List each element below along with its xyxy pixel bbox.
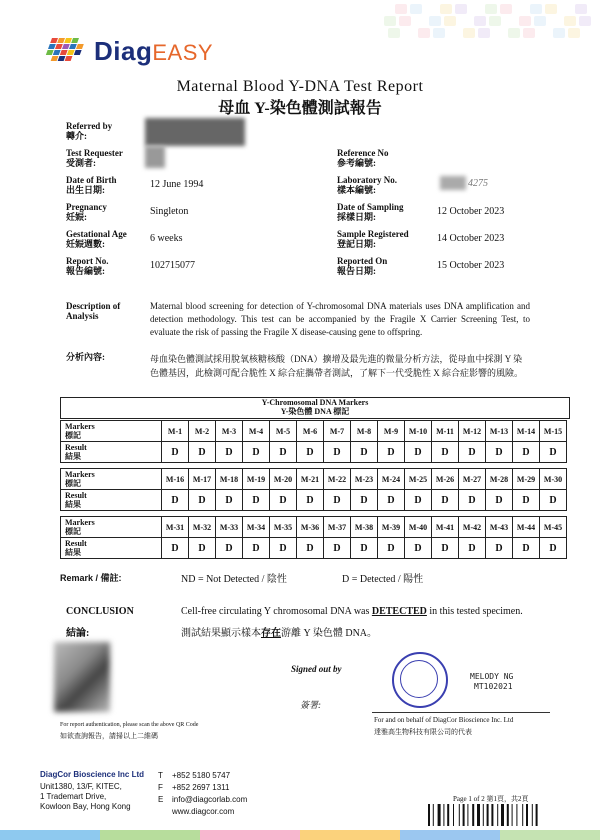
barcode-bar bbox=[487, 804, 489, 826]
marker-cell: M-32 bbox=[189, 517, 216, 538]
decoration-square bbox=[399, 16, 411, 26]
result-cell: D bbox=[540, 442, 567, 463]
barcode-bar bbox=[463, 804, 465, 826]
decoration-square bbox=[478, 28, 490, 38]
barcode-bar bbox=[532, 804, 533, 826]
dob-label: Date of Birth 出生日期: bbox=[66, 175, 117, 195]
description-text-zh: 母血染色體測試採用脫氧核糖核酸（DNA）擴增及最先進的微量分析方法，從母血中採測 Y 染色體基因，此檢測可配合脆性 X 綜合症攜帶者測試，了解下一代受脆性 X 綜合症影響的風險。 bbox=[150, 354, 524, 378]
barcode-bar bbox=[483, 804, 484, 826]
result-cell: D bbox=[270, 538, 297, 559]
barcode-bar bbox=[507, 804, 509, 826]
description-label: Description of Analysis bbox=[66, 301, 121, 321]
company-stamp-inner bbox=[400, 660, 438, 698]
decoration-square bbox=[440, 4, 452, 14]
marker-cell: M-19 bbox=[243, 469, 270, 490]
redacted-requester-block bbox=[145, 146, 165, 168]
result-cell: D bbox=[486, 442, 513, 463]
barcode-bar bbox=[497, 804, 498, 826]
lab-no-label: Laboratory No. 樣本編號: bbox=[337, 175, 397, 195]
conclusion-label: CONCLUSION bbox=[66, 606, 134, 617]
decoration-square bbox=[553, 28, 565, 38]
barcode-bar bbox=[526, 804, 528, 826]
footer-contact-labels: T F E bbox=[158, 771, 164, 804]
gestational-age-value: 6 weeks bbox=[150, 233, 183, 244]
result-cell: D bbox=[270, 442, 297, 463]
decoration-square bbox=[463, 28, 475, 38]
decoration-square bbox=[534, 16, 546, 26]
footer-color-bar bbox=[0, 830, 600, 840]
detected-flag: DETECTED bbox=[371, 606, 427, 617]
redacted-name-block bbox=[145, 118, 245, 146]
referred-by-label: Referred by 轉介: bbox=[66, 121, 113, 141]
marker-group-2 bbox=[60, 468, 567, 511]
decoration-square bbox=[444, 16, 456, 26]
result-cell: D bbox=[324, 538, 351, 559]
marker-cell: M-42 bbox=[459, 517, 486, 538]
result-cell: D bbox=[216, 490, 243, 511]
sampling-value: 12 October 2023 bbox=[437, 206, 505, 217]
marker-cell: M-23 bbox=[351, 469, 378, 490]
result-cell: D bbox=[243, 490, 270, 511]
barcode-bar bbox=[433, 804, 434, 826]
result-cell: D bbox=[513, 538, 540, 559]
barcode-bar bbox=[516, 804, 517, 826]
footer-contact bbox=[172, 770, 247, 818]
marker-cell: M-22 bbox=[324, 469, 351, 490]
result-cell: D bbox=[513, 442, 540, 463]
report-no-label: Report No. 報告編號: bbox=[66, 256, 109, 276]
on-behalf-text-zh: 達雅高生物科技有限公司的代表 bbox=[374, 728, 472, 736]
marker-cell: M-28 bbox=[486, 469, 513, 490]
dob-value: 12 June 1994 bbox=[150, 179, 204, 190]
qr-code-redacted[interactable] bbox=[54, 642, 110, 712]
conclusion-text-zh: 測試結果顯示樣本存在游離 Y 染色體 DNA。 bbox=[181, 628, 378, 639]
marker-cell: M-9 bbox=[378, 421, 405, 442]
barcode-bar bbox=[459, 804, 460, 826]
result-cell: D bbox=[189, 442, 216, 463]
result-cell: D bbox=[270, 490, 297, 511]
decoration-square bbox=[489, 16, 501, 26]
marker-row bbox=[61, 469, 567, 490]
result-row-label: Result 結果 bbox=[61, 538, 162, 559]
marker-cell: M-27 bbox=[459, 469, 486, 490]
reference-no-label: Reference No 參考編號: bbox=[337, 148, 389, 168]
signature-line bbox=[372, 712, 550, 713]
result-cell: D bbox=[216, 538, 243, 559]
decoration-square bbox=[508, 28, 520, 38]
result-cell: D bbox=[351, 490, 378, 511]
marker-cell: M-41 bbox=[432, 517, 459, 538]
result-cell: D bbox=[297, 442, 324, 463]
decoration-square bbox=[410, 4, 422, 14]
result-cell: D bbox=[162, 490, 189, 511]
marker-cell: M-1 bbox=[162, 421, 189, 442]
barcode-bar bbox=[536, 804, 538, 826]
footer-company: DiagCor Bioscience Inc Ltd bbox=[40, 770, 145, 779]
footer-phone: +852 5180 5747 bbox=[172, 771, 231, 780]
result-cell: D bbox=[162, 442, 189, 463]
decoration-square bbox=[418, 28, 430, 38]
markers-row-label: Markers 標記 bbox=[61, 421, 162, 442]
marker-cell: M-34 bbox=[243, 517, 270, 538]
marker-cell: M-3 bbox=[216, 421, 243, 442]
barcode-bar bbox=[447, 804, 449, 826]
marker-cell: M-8 bbox=[351, 421, 378, 442]
diageasy-logo-icon bbox=[40, 38, 92, 68]
lab-no-value: 4275 bbox=[468, 178, 488, 189]
marker-cell: M-6 bbox=[297, 421, 324, 442]
decoration-square bbox=[519, 16, 531, 26]
brand-logo-text: DiagEASY bbox=[94, 36, 214, 66]
decoration-square bbox=[433, 28, 445, 38]
decoration-square bbox=[395, 4, 407, 14]
result-cell: D bbox=[459, 490, 486, 511]
decoration-square bbox=[429, 16, 441, 26]
marker-cell: M-20 bbox=[270, 469, 297, 490]
result-cell: D bbox=[432, 442, 459, 463]
page-number: Page 1 of 2 第1頁，共2頁 bbox=[453, 795, 529, 803]
report-title-zh: 母血 Y-染色體測試報告 bbox=[218, 100, 382, 117]
marker-cell: M-30 bbox=[540, 469, 567, 490]
result-cell: D bbox=[405, 442, 432, 463]
marker-group-1 bbox=[60, 420, 567, 463]
pregnancy-value: Singleton bbox=[150, 206, 189, 217]
result-cell: D bbox=[378, 490, 405, 511]
marker-cell: M-13 bbox=[486, 421, 513, 442]
reported-label: Reported On 報告日期: bbox=[337, 256, 388, 276]
barcode-bar bbox=[501, 804, 504, 826]
marker-cell: M-40 bbox=[405, 517, 432, 538]
qr-note-zh: 如欲查詢報告，請掃以上二維碼 bbox=[60, 732, 158, 740]
registered-value: 14 October 2023 bbox=[437, 233, 505, 244]
result-cell: D bbox=[297, 538, 324, 559]
marker-cell: M-21 bbox=[297, 469, 324, 490]
description-text: Maternal blood screening for detection of Y-chromosomal DNA materials uses DNA amplification and detection methodology. This test can be accompanied by the Fragile X Carrier Screening Test, to evaluate the risk of passing the Fragile X disease-causing gene to offspring. bbox=[150, 301, 530, 337]
result-cell: D bbox=[405, 538, 432, 559]
decoration-square bbox=[530, 4, 542, 14]
decoration-square bbox=[384, 16, 396, 26]
header-decoration bbox=[0, 0, 600, 40]
on-behalf-text: For and on behalf of DiagCor Bioscience Inc. Ltd bbox=[374, 716, 514, 724]
result-cell: D bbox=[324, 490, 351, 511]
barcode-bar bbox=[512, 804, 513, 826]
marker-cell: M-38 bbox=[351, 517, 378, 538]
result-cell: D bbox=[162, 538, 189, 559]
marker-cell: M-35 bbox=[270, 517, 297, 538]
report-title: Maternal Blood Y-DNA Test Report bbox=[176, 78, 424, 95]
marker-cell: M-31 bbox=[162, 517, 189, 538]
result-row-label: Result 結果 bbox=[61, 490, 162, 511]
result-cell: D bbox=[189, 490, 216, 511]
result-row-label: Result 結果 bbox=[61, 442, 162, 463]
barcode-bar bbox=[472, 804, 474, 826]
marker-row bbox=[61, 517, 567, 538]
marker-cell: M-14 bbox=[513, 421, 540, 442]
signer-name: MELODY NG bbox=[470, 672, 514, 681]
result-cell: D bbox=[351, 442, 378, 463]
marker-cell: M-25 bbox=[405, 469, 432, 490]
barcode-bar bbox=[491, 804, 493, 826]
barcode-bar bbox=[522, 804, 523, 826]
result-cell: D bbox=[297, 490, 324, 511]
result-cell: D bbox=[540, 538, 567, 559]
decoration-square bbox=[388, 28, 400, 38]
result-cell: D bbox=[351, 538, 378, 559]
marker-cell: M-18 bbox=[216, 469, 243, 490]
registered-label: Sample Registered 登記日期: bbox=[337, 229, 409, 249]
description-label-zh: 分析內容: bbox=[66, 352, 105, 362]
test-requester-label: Test Requester 受測者: bbox=[66, 148, 123, 168]
marker-cell: M-2 bbox=[189, 421, 216, 442]
redacted-lab-block bbox=[440, 176, 466, 190]
footer-website[interactable]: www.diagcor.com bbox=[172, 807, 235, 816]
decoration-square bbox=[485, 4, 497, 14]
barcode-bar bbox=[477, 804, 480, 826]
marker-cell: M-37 bbox=[324, 517, 351, 538]
conclusion-text: Cell-free circulating Y chromosomal DNA was DETECTED in this tested specimen. bbox=[181, 606, 523, 617]
marker-cell: M-5 bbox=[270, 421, 297, 442]
remark-label: Remark / 備註: bbox=[60, 573, 122, 583]
signed-out-by-label: Signed out by bbox=[291, 664, 342, 674]
barcode-bar bbox=[443, 804, 444, 826]
marker-cell: M-11 bbox=[432, 421, 459, 442]
barcode-bar bbox=[453, 804, 454, 826]
sampling-label: Date of Sampling 採樣日期: bbox=[337, 202, 404, 222]
marker-cell: M-33 bbox=[216, 517, 243, 538]
result-cell: D bbox=[432, 538, 459, 559]
marker-cell: M-26 bbox=[432, 469, 459, 490]
result-row bbox=[61, 490, 567, 511]
marker-cell: M-44 bbox=[513, 517, 540, 538]
decoration-square bbox=[500, 4, 512, 14]
conclusion-label-zh: 結論: bbox=[66, 628, 90, 639]
decoration-square bbox=[545, 4, 557, 14]
result-cell: D bbox=[486, 538, 513, 559]
decoration-square bbox=[474, 16, 486, 26]
result-cell: D bbox=[486, 490, 513, 511]
barcode-icon bbox=[428, 804, 560, 826]
signer-id: MT102021 bbox=[474, 682, 513, 691]
result-cell: D bbox=[540, 490, 567, 511]
signature-label-zh: 簽署: bbox=[300, 700, 321, 710]
marker-row bbox=[61, 421, 567, 442]
marker-cell: M-36 bbox=[297, 517, 324, 538]
marker-cell: M-4 bbox=[243, 421, 270, 442]
remark-nd: ND = Not Detected / 陰性 bbox=[181, 574, 287, 585]
footer-fax: +852 2697 1311 bbox=[172, 783, 230, 792]
marker-cell: M-15 bbox=[540, 421, 567, 442]
barcode-bar bbox=[428, 804, 430, 826]
result-cell: D bbox=[189, 538, 216, 559]
remark-d: D = Detected / 陽性 bbox=[342, 574, 424, 585]
result-cell: D bbox=[216, 442, 243, 463]
markers-row-label: Markers 標記 bbox=[61, 469, 162, 490]
marker-group-3 bbox=[60, 516, 567, 559]
result-cell: D bbox=[459, 538, 486, 559]
result-cell: D bbox=[432, 490, 459, 511]
marker-cell: M-10 bbox=[405, 421, 432, 442]
marker-cell: M-12 bbox=[459, 421, 486, 442]
decoration-square bbox=[455, 4, 467, 14]
result-cell: D bbox=[513, 490, 540, 511]
marker-cell: M-43 bbox=[486, 517, 513, 538]
result-cell: D bbox=[243, 442, 270, 463]
result-row bbox=[61, 442, 567, 463]
report-no-value: 102715077 bbox=[150, 260, 195, 271]
marker-cell: M-17 bbox=[189, 469, 216, 490]
barcode-bar bbox=[467, 804, 468, 826]
marker-cell: M-45 bbox=[540, 517, 567, 538]
pregnancy-label: Pregnancy 妊娠: bbox=[66, 202, 107, 222]
decoration-square bbox=[579, 16, 591, 26]
result-cell: D bbox=[378, 538, 405, 559]
decoration-square bbox=[575, 4, 587, 14]
marker-cell: M-7 bbox=[324, 421, 351, 442]
decoration-square bbox=[568, 28, 580, 38]
qr-note: For report authentication, please scan the above QR Code bbox=[60, 722, 199, 728]
result-cell: D bbox=[243, 538, 270, 559]
barcode-bar bbox=[438, 804, 441, 826]
marker-cell: M-24 bbox=[378, 469, 405, 490]
marker-cell: M-16 bbox=[162, 469, 189, 490]
result-cell: D bbox=[324, 442, 351, 463]
footer-address: Unit1380, 13/F, KITEC, 1 Trademart Drive, Kowloon Bay, Hong Kong bbox=[40, 782, 131, 811]
decoration-square bbox=[564, 16, 576, 26]
result-cell: D bbox=[378, 442, 405, 463]
markers-table-title: Y-Chromosomal DNA Markers Y-染色體 DNA 標記 bbox=[60, 397, 570, 419]
reported-value: 15 October 2023 bbox=[437, 260, 505, 271]
footer-email[interactable]: info@diagcorlab.com bbox=[172, 795, 248, 804]
marker-cell: M-39 bbox=[378, 517, 405, 538]
markers-row-label: Markers 標記 bbox=[61, 517, 162, 538]
result-cell: D bbox=[459, 442, 486, 463]
marker-cell: M-29 bbox=[513, 469, 540, 490]
result-row bbox=[61, 538, 567, 559]
decoration-square bbox=[523, 28, 535, 38]
gestational-age-label: Gestational Age 妊娠週數: bbox=[66, 229, 127, 249]
result-cell: D bbox=[405, 490, 432, 511]
